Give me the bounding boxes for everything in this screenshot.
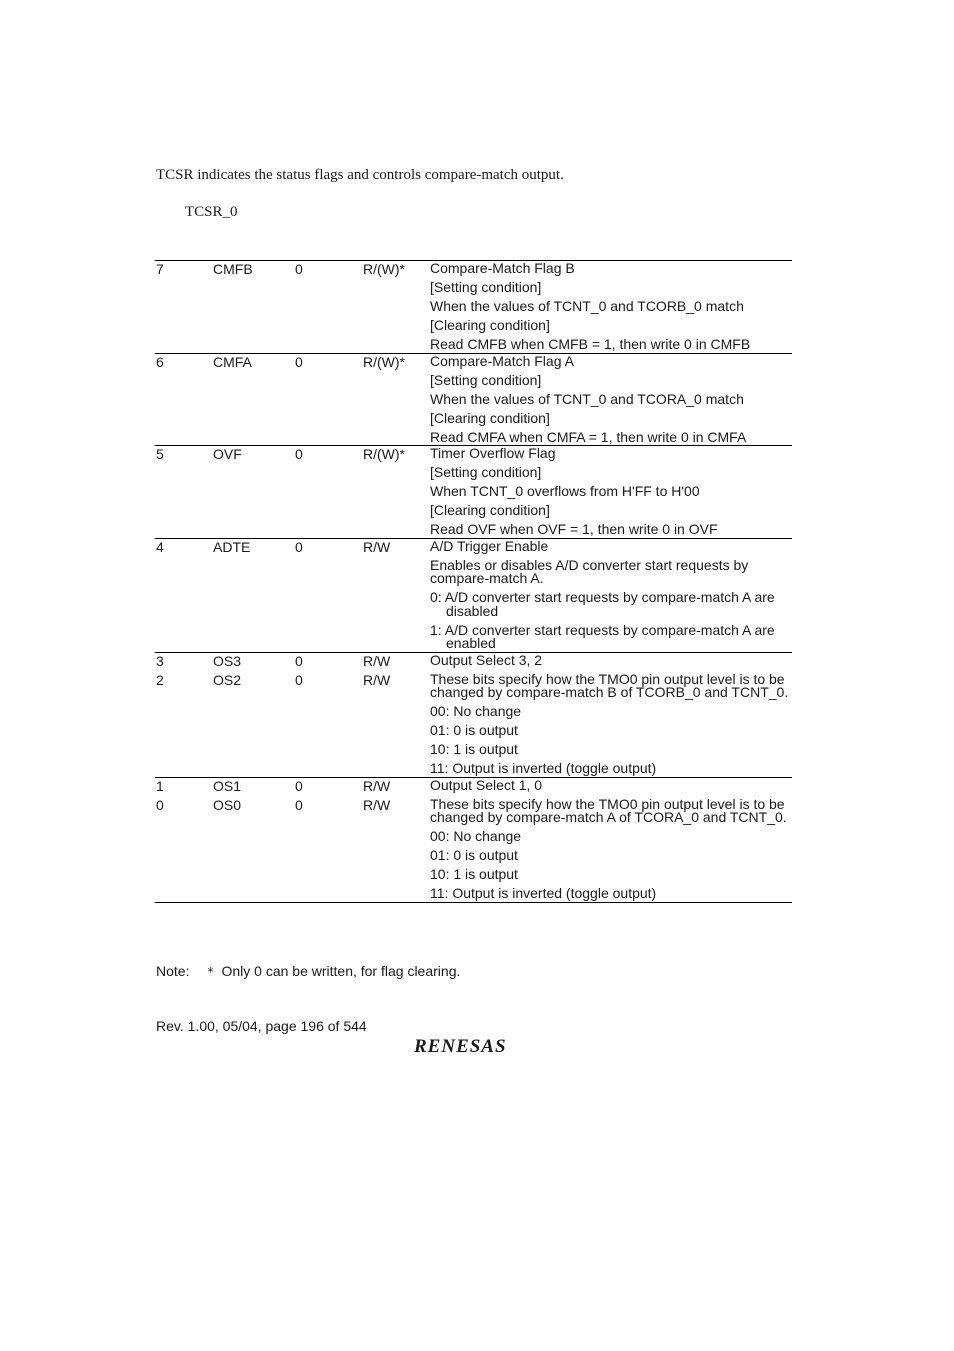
description-line: Compare-Match Flag A bbox=[430, 352, 574, 369]
note-label: Note: bbox=[156, 963, 190, 979]
description-line: 10: 1 is output bbox=[430, 741, 518, 757]
description-line: 11: Output is inverted (toggle output) bbox=[430, 885, 657, 901]
initial-value: 0 bbox=[295, 652, 303, 669]
table-row-group bbox=[155, 261, 792, 354]
description-line: When the values of TCNT_0 and TCORB_0 match bbox=[430, 298, 744, 314]
bit-name: OS0 bbox=[213, 796, 242, 813]
bit-name: CMFB bbox=[213, 261, 253, 277]
bit-number: 6 bbox=[156, 353, 164, 370]
rw-attribute: R/(W)* bbox=[363, 446, 405, 462]
initial-value: 0 bbox=[295, 796, 303, 813]
table-row-group bbox=[155, 653, 792, 778]
table-row-group bbox=[155, 354, 792, 447]
bit-number: 0 bbox=[156, 796, 164, 813]
bit-description bbox=[430, 354, 792, 445]
initial-value: 0 bbox=[295, 538, 303, 555]
rw-attribute: R/(W)* bbox=[363, 261, 405, 277]
description-line: [Setting condition] bbox=[430, 371, 542, 388]
initial-value: 0 bbox=[295, 671, 303, 688]
description-line: 01: 0 is output bbox=[430, 722, 518, 738]
rw-attribute: R/W bbox=[363, 796, 391, 813]
rw-attribute: R/W bbox=[363, 652, 391, 669]
bit-name: CMFA bbox=[213, 353, 252, 370]
description-line: 0: A/D converter start requests by compare-match A are disabled bbox=[430, 589, 775, 619]
rw-attribute: R/W bbox=[363, 777, 391, 794]
bit-name: OS2 bbox=[213, 671, 242, 688]
description-line: These bits specify how the TMO0 pin output level is to be changed by compare-match A of TCORA_0 and TCNT_0. bbox=[430, 795, 787, 825]
description-line: [Setting condition] bbox=[430, 279, 542, 295]
bit-number: 7 bbox=[156, 261, 164, 277]
rw-attribute: R/(W)* bbox=[363, 353, 405, 370]
initial-value: 0 bbox=[295, 261, 303, 277]
rw-attribute: R/W bbox=[363, 538, 391, 555]
description-line: [Clearing condition] bbox=[430, 317, 550, 333]
description-line: [Setting condition] bbox=[430, 464, 542, 480]
bit-number: 4 bbox=[156, 538, 164, 555]
description-line: [Clearing condition] bbox=[430, 502, 550, 518]
bit-name: OS3 bbox=[213, 652, 242, 669]
bit-number: 3 bbox=[156, 652, 164, 669]
description-line: 01: 0 is output bbox=[430, 847, 518, 863]
description-line: Read OVF when OVF = 1, then write 0 in OVF bbox=[430, 521, 718, 537]
table-row-group bbox=[155, 446, 792, 539]
bit-description bbox=[430, 778, 792, 901]
logo-text: RENESAS bbox=[414, 1036, 507, 1056]
asterisk-marker: * bbox=[207, 965, 214, 979]
description-line: 11: Output is inverted (toggle output) bbox=[430, 760, 657, 776]
description-line: 10: 1 is output bbox=[430, 866, 518, 882]
description-line: Read CMFA when CMFA = 1, then write 0 in CMFA bbox=[430, 428, 747, 445]
bit-number: 2 bbox=[156, 671, 164, 688]
note-text: Only 0 can be written, for flag clearing. bbox=[221, 963, 461, 979]
description-line: When TCNT_0 overflows from H'FF to H'00 bbox=[430, 483, 700, 499]
renesas-logo bbox=[414, 1036, 534, 1056]
bit-number: 5 bbox=[156, 446, 164, 462]
bit-name: ADTE bbox=[213, 538, 251, 555]
page-footer: Rev. 1.00, 05/04, page 196 of 544 bbox=[156, 1018, 367, 1034]
description-line: These bits specify how the TMO0 pin output level is to be changed by compare-match B of TCORB_0 and TCNT_0. bbox=[430, 670, 789, 700]
bit-name: OVF bbox=[213, 446, 242, 462]
description-line: A/D Trigger Enable bbox=[430, 537, 549, 554]
description-line: Compare-Match Flag B bbox=[430, 260, 575, 276]
intro-text: TCSR indicates the status flags and controls compare-match output. bbox=[156, 167, 564, 183]
description-line: Read CMFB when CMFB = 1, then write 0 in CMFB bbox=[430, 336, 751, 352]
bit-description bbox=[430, 653, 792, 776]
initial-value: 0 bbox=[295, 353, 303, 370]
description-line: Timer Overflow Flag bbox=[430, 445, 556, 461]
description-line: 00: No change bbox=[430, 828, 522, 844]
description-line: 00: No change bbox=[430, 703, 522, 719]
table-note bbox=[156, 963, 460, 981]
initial-value: 0 bbox=[295, 446, 303, 462]
description-line: 1: A/D converter start requests by compare-match A are enabled bbox=[430, 621, 775, 651]
description-line: Enables or disables A/D converter start requests by compare-match A. bbox=[430, 556, 749, 586]
bit-name: OS1 bbox=[213, 777, 242, 794]
register-bit-table bbox=[155, 260, 792, 903]
description-line: [Clearing condition] bbox=[430, 409, 550, 426]
initial-value: 0 bbox=[295, 777, 303, 794]
description-line: When the values of TCNT_0 and TCORA_0 match bbox=[430, 390, 744, 407]
register-name: TCSR_0 bbox=[185, 204, 238, 220]
table-row-group bbox=[155, 539, 792, 653]
bit-number: 1 bbox=[156, 777, 164, 794]
bit-description bbox=[430, 539, 792, 651]
description-line: Output Select 3, 2 bbox=[430, 651, 543, 668]
description-line: Output Select 1, 0 bbox=[430, 776, 543, 793]
rw-attribute: R/W bbox=[363, 671, 391, 688]
bit-description bbox=[430, 446, 792, 537]
bit-description bbox=[430, 261, 792, 352]
table-row-group bbox=[155, 778, 792, 903]
